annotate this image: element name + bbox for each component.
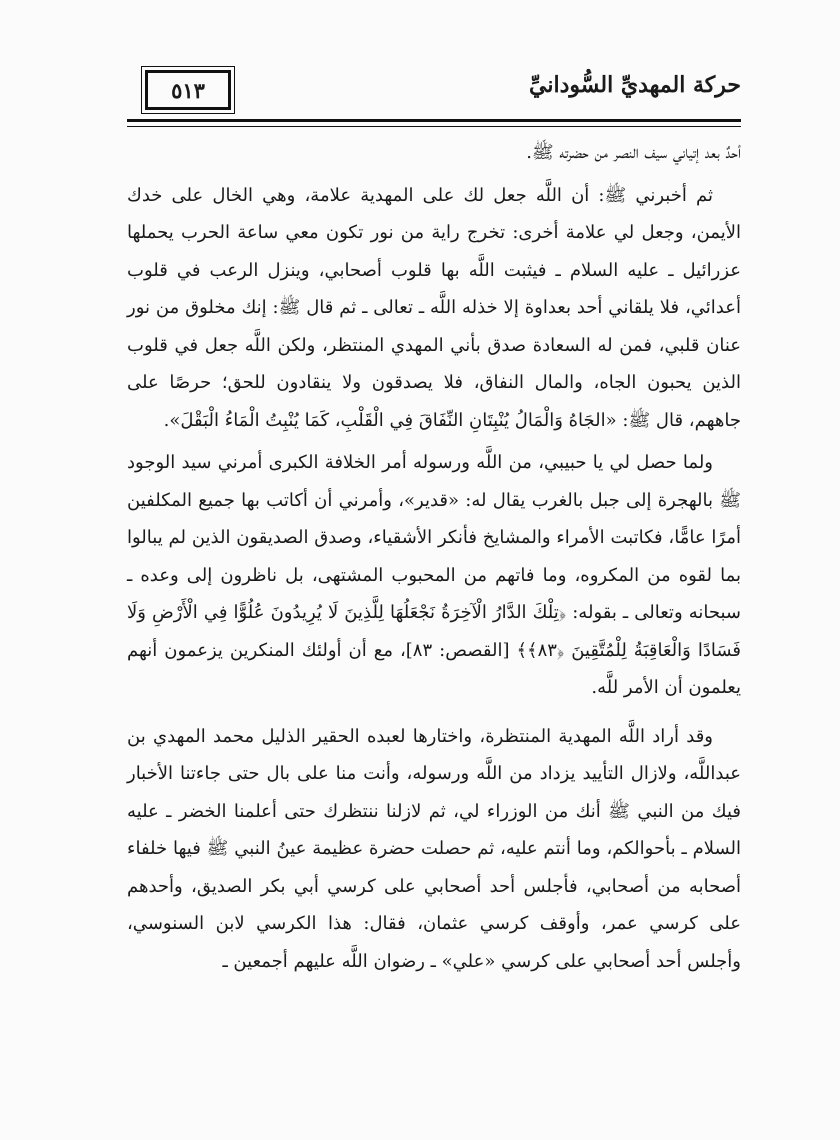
running-title: حركة المهديِّ السُّودانيِّ: [529, 72, 741, 98]
page-number: ٥١٣: [145, 70, 231, 110]
header-rule: [127, 119, 741, 122]
paragraph-4: وقد أراد اللَّه المهدية المنتظرة، واختارها لعبده الحقير الذليل محمد المهدي بن عبداللَّه، ولازال التأييد يزداد من اللَّه ورسوله، وأنت منا على بال حتى جاءتنا الأخبار فيك من النبي ﷺ أنك من الوزراء لي، ثم لازلنا ننتظرك حتى أعلمنا الخضر ـ عليه السلام ـ بأحوالكم، وما أنتم عليه، ثم حصلت حضرة عظيمة عينُ النبي ﷺ فيها خلفاء أصحابه من أصحابي، فأجلس أحد أصحابي على كرسي أبي بكر الصديق، وأحدهم على كرسي عمر، وأوقف كرسي عثمان، فقال: هذا الكرسي لابن السنوسي، وأجلس أحد أصحابي على كرسي «علي» ـ رضوان اللَّه عليهم أجمعين ـ: [127, 725, 741, 972]
page-header: [127, 62, 741, 114]
paragraph-1: أحدٌ بعد إتياني سيف النصر من حضرته ﷺ.: [526, 142, 741, 163]
header-rule-thin: [127, 126, 741, 127]
paragraph-2: ثم أخبرني ﷺ: أن اللَّه جعل لك على المهدية علامة، وهي الخال على خدك الأيمن، وجعل لي علامة أخرى: تخرج راية من نور تكون معي ساعة الحرب يحملها عزرائيل ـ عليه السلام ـ فيثبت اللَّه بها قلوب أصحابي، وينزل الرعب في قلوب أعدائي، فلا يلقاني أحد بعداوة إلا خذله اللَّه ـ تعالى ـ ثم قال ﷺ: إنك مخلوق من نور عنان قلبي، فمن له السعادة صدق بأني المهدي المنتظر، ولكن اللَّه جعل في قلوب الذين يحبون الجاه، والمال النفاق، فلا يصدقون ولا ينقادون للحق؛ حرصًا على جاههم، قال ﷺ: «الجَاهُ وَالْمَالُ يُنْبِتَانِ النِّفَاقَ فِي الْقَلْبِ، كَمَا يُنْبِتُ الْمَاءُ الْبَقْلَ».: [127, 184, 741, 431]
paragraph-3: ولما حصل لي يا حبيبي، من اللَّه ورسوله أمر الخلافة الكبرى أمرني سيد الوجود ﷺ بالهجرة إلى جبل بالغرب يقال له: «قدير»، وأمرني أن أكاتب بها جميع المكلفين أمرًا عامًّا، فكاتبت الأمراء والمشايخ فأنكر الأشقياء، وصدق الصديقون الذين لم يبالوا بما لقوه من المكروه، وما فاتهم من المحبوب المشتهى، بل ناظرون إلى وعده ـ سبحانه وتعالى ـ بقوله: ﴿تِلْكَ الدَّارُ الْآخِرَةُ نَجْعَلُهَا لِلَّذِينَ لَا يُرِيدُونَ عُلُوًّا فِي الْأَرْضِ وَلَا فَسَادًا وَالْعَاقِبَةُ لِلْمُتَّقِينَ ﴿٨٣﴾﴾ [القصص: ٨٣]، مع أن أولئك المنكرين يزعمون أنهم يعلمون أن الأمر للَّه.: [127, 452, 741, 698]
body-text: [127, 134, 741, 980]
